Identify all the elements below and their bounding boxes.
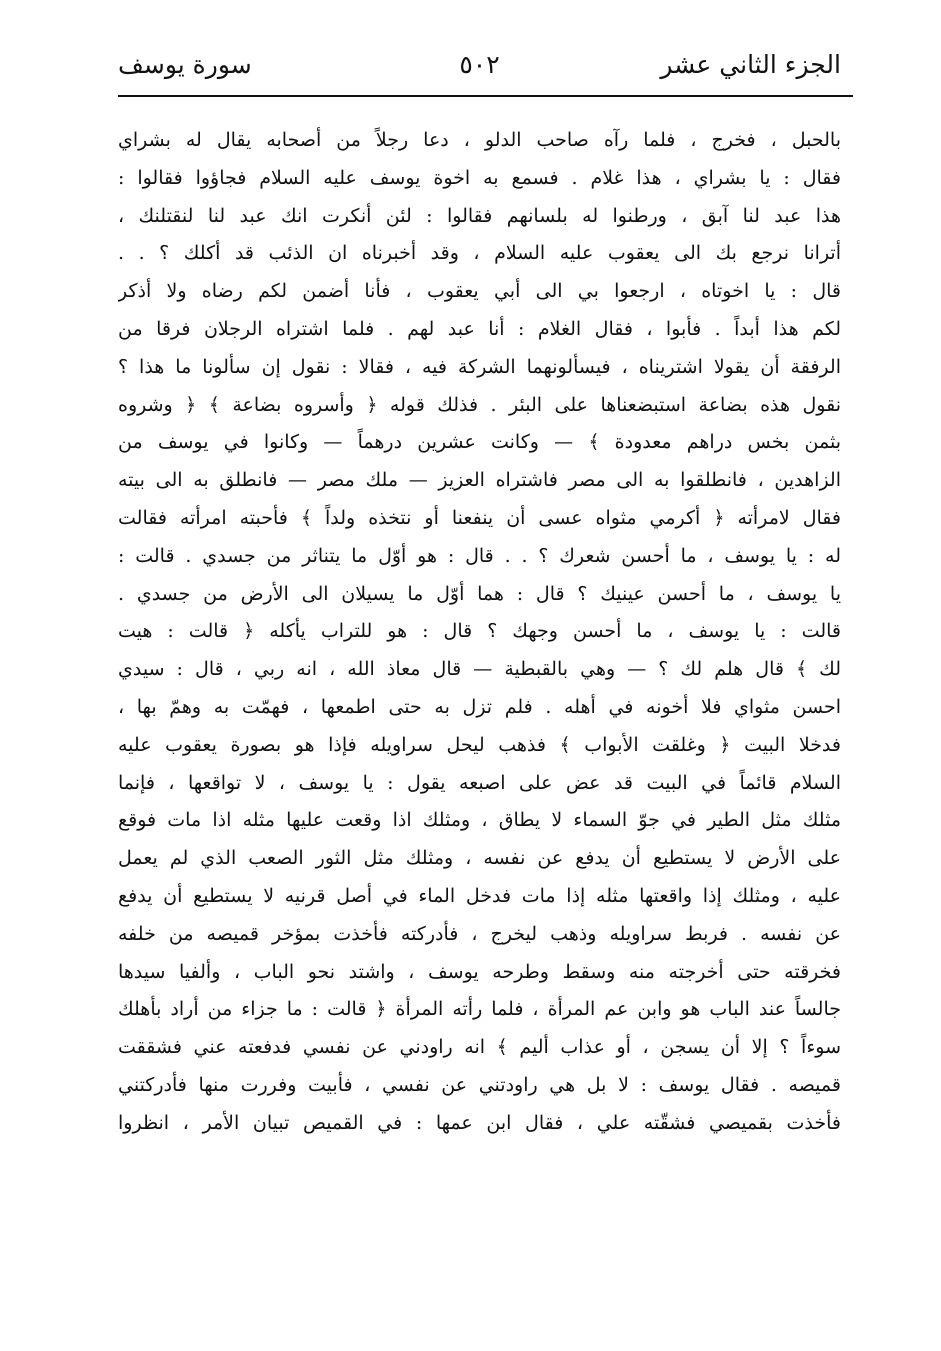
text-line: بثمن بخس دراهم معدودة ﴾ — وكانت عشرين درهماً — وكانوا في يوسف من xyxy=(118,431,841,454)
text-line: على الأرض لا يستطيع أن يدفع عن نفسه ، ومثلك مثل الثور الصعب الذي لم يعمل xyxy=(118,847,841,870)
text-line: عن نفسه . فربط سراويله وذهب ليخرج ، فأدركته فأخذت بمؤخر قميصه من خلفه xyxy=(118,922,841,945)
text-line: الزاهدين ، فانطلقوا به الى مصر فاشتراه العزيز — ملك مصر — فانطلق به الى بيته xyxy=(118,469,841,492)
text-line: قال : يا اخوتاه ، ارجعوا بي الى أبي يعقوب ، فأنا أضمن لكم رضاه ولا أذكر xyxy=(118,280,841,303)
text-line: فقال لامرأته ﴿ أكرمي مثواه عسى أن ينفعنا أو نتخذه ولداً ﴾ فأحبته امرأته فقالت xyxy=(118,506,841,529)
text-line: يا يوسف ، ما أحسن عينيك ؟ قال : هما أوّل ما يسيلان الى الأرض من جسدي . xyxy=(118,582,841,605)
text-line: هذا عبد لنا آبق ، ورطنوا له بلسانهم فقالوا : لئن أنكرت انك عبد لنا لنقتلنك ، xyxy=(118,204,841,227)
page-header xyxy=(118,40,841,92)
text-line: قالت : يا يوسف ، ما أحسن وجهك ؟ قال : هو للتراب يأكله ﴿ قالت : هيت xyxy=(118,620,841,643)
text-line: الرفقة أن يقولا اشتريناه ، فيسألونهما الشركة فيه ، فقالا : نقول إن سألونا ما هذا ؟ xyxy=(118,355,841,378)
text-line: عليه ، ومثلك إذا واقعتها مثله إذا مات فدخل الماء في أصل قرنيه لا يستطيع أن يدفع xyxy=(118,884,841,907)
text-line: مثلك مثل الطير في جوّ السماء لا يطاق ، ومثلك اذا وقعت عليها مثله اذا مات فوقع xyxy=(118,809,841,832)
text-line: فخرقته حتى أخرجته منه وسقط وطرحه يوسف ، واشتد نحو الباب ، وألفيا سيدها xyxy=(118,960,841,983)
text-line: فقال : يا بشراي ، هذا غلام . فسمع به اخوة يوسف عليه السلام فجاؤوا فقالوا : xyxy=(118,166,841,189)
text-line: لك ﴾ قال هلم لك ؟ — وهي بالقبطية — قال معاذ الله ، انه ربي ، قال : سيدي xyxy=(118,658,841,681)
text-line: لكم هذا أبداً . فأبوا ، فقال الغلام : أنا عبد لهم . فلما اشتراه الرجلان فرقا من xyxy=(118,317,841,340)
text-line: نقول هذه بضاعة استبضعناها على البئر . فذلك قوله ﴿ وأسروه بضاعة ﴾ ﴿ وشروه xyxy=(118,393,841,416)
text-line: أترانا نرجع بك الى يعقوب عليه السلام ، وقد أخبرناه ان الذئب قد أكلك ؟ . . xyxy=(118,242,841,265)
part-title: الجزء الثاني عشر xyxy=(660,50,841,79)
text-line: احسن مثواي فلا أخونه في أهله . فلم تزل به حتى اطمعها ، فهمّت به وهمّ بها ، xyxy=(118,695,841,718)
text-line: فأخذت بقميصي فشقّته علي ، فقال ابن عمها : في القميص تبيان الأمر ، انظروا xyxy=(118,1111,841,1134)
text-line: فدخلا البيت ﴿ وغلقت الأبواب ﴾ فذهب ليحل سراويله فإذا هو بصورة يعقوب عليه xyxy=(118,733,841,756)
text-line: قميصه . فقال يوسف : لا بل هي راودتني عن نفسي ، فأبيت وفررت منها فأدركتني xyxy=(118,1073,841,1096)
surah-title: سورة يوسف xyxy=(118,50,252,79)
body-text xyxy=(118,122,841,1143)
text-line: له : يا يوسف ، ما أحسن شعرك ؟ . . قال : هو أوّل ما يتناثر من جسدي . قالت : xyxy=(118,544,841,567)
text-line: جالساً عند الباب هو وابن عم المرأة ، فلما رأته المرأة ﴿ قالت : ما جزاء من أراد بأهلك xyxy=(118,998,841,1021)
page-number: ٥٠٢ xyxy=(459,50,500,79)
text-line: السلام قائماً في البيت قد عض على اصبعه يقول : يا يوسف ، لا تواقعها ، فإنما xyxy=(118,771,841,794)
text-line: سوءاً ؟ إلا أن يسجن ، أو عذاب أليم ﴾ انه راودني عن نفسي فدفعته عني فشققت xyxy=(118,1036,841,1059)
header-rule xyxy=(118,95,853,97)
text-line: بالحبل ، فخرج ، فلما رآه صاحب الدلو ، دعا رجلاً من أصحابه يقال له بشراي xyxy=(118,129,841,151)
